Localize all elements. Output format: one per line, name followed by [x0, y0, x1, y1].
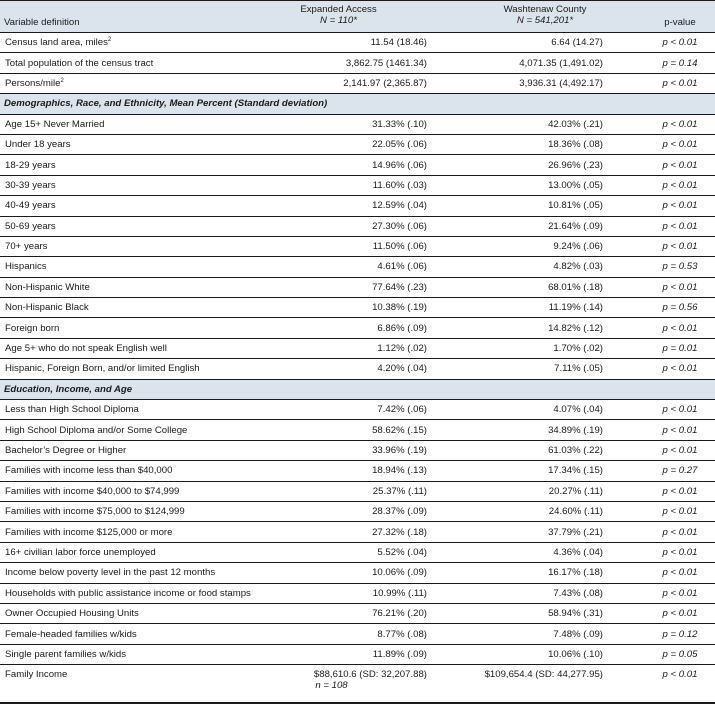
variable-label-text: 70+ years: [5, 241, 48, 253]
table-row: [0, 359, 715, 379]
header-washtenaw-county: [445, 1, 645, 33]
table-row: [0, 155, 715, 175]
variable-label: [0, 440, 232, 460]
expanded-access-value: [232, 134, 445, 154]
expanded-access-value-text: 25.37% (.11): [372, 485, 427, 497]
p-value: p < 0.01: [662, 139, 698, 151]
table-row: [0, 196, 715, 216]
washtenaw-value: 6.64 (14.27): [551, 37, 603, 49]
expanded-access-value: [232, 501, 445, 521]
table-row: [0, 338, 715, 358]
variable-label-text: Families with income $40,000 to $74,999: [5, 485, 180, 497]
section-header-row: [0, 379, 715, 399]
washtenaw-value: 61.03% (.22): [548, 445, 603, 456]
expanded-access-value: [232, 522, 445, 542]
table-row: [0, 665, 715, 703]
table-row: [0, 644, 715, 664]
p-value: p < 0.01: [662, 587, 698, 599]
expanded-access-value-text: 11.89% (.09): [372, 648, 427, 660]
section-header-row: [0, 94, 715, 114]
variable-label-text: Families with income $125,000 or more: [5, 526, 173, 538]
variable-label-text: Less than High School Diploma: [5, 404, 139, 416]
washtenaw-value: 37.79% (.21): [548, 526, 603, 538]
table-row: [0, 481, 715, 501]
washtenaw-value: 68.01% (.18): [548, 281, 603, 293]
expanded-access-value: [232, 461, 445, 481]
header-washtenaw-n: N = 541,201*: [516, 15, 574, 26]
expanded-access-value: [232, 298, 445, 318]
expanded-access-value: [232, 53, 445, 73]
expanded-access-value: [232, 236, 445, 256]
expanded-access-value: [232, 440, 445, 460]
header-washtenaw-title: Washtenaw County: [503, 4, 587, 15]
table-row: [0, 603, 715, 623]
p-value: p < 0.01: [662, 159, 698, 171]
table-row: [0, 114, 715, 134]
p-value: p < 0.01: [662, 485, 698, 497]
expanded-access-value-text: $88,610.6 (SD: 32,207.88): [313, 669, 427, 681]
expanded-access-value: [232, 114, 445, 134]
header-expanded-access: [232, 1, 445, 33]
washtenaw-value: 58.94% (.31): [548, 608, 603, 620]
expanded-access-value: [232, 583, 445, 603]
variable-label-text: Non-Hispanic Black: [5, 302, 89, 314]
washtenaw-value: 17.34% (.15): [548, 465, 603, 477]
variable-label: [0, 542, 232, 562]
variable-label: [0, 33, 232, 53]
expanded-access-value-text: 8.77% (.08): [377, 628, 427, 640]
expanded-access-value: [232, 277, 445, 297]
variable-label-text: Income below poverty level in the past 12 months: [5, 567, 216, 579]
table-row: [0, 624, 715, 644]
table-header-row: [0, 1, 715, 33]
variable-label-text: Persons/mile: [5, 78, 61, 90]
variable-label: [0, 461, 232, 481]
variable-label: [0, 522, 232, 542]
variable-label-text: Female-headed families w/kids: [5, 628, 137, 640]
variable-label: [0, 155, 232, 175]
washtenaw-value: 9.24% (.06): [553, 241, 603, 253]
variable-label: [0, 338, 232, 358]
table-row: [0, 216, 715, 236]
expanded-access-value-text: 18.94% (.13): [372, 465, 427, 477]
expanded-access-value: [232, 33, 445, 53]
p-value: p < 0.01: [662, 506, 698, 518]
p-value: p < 0.01: [662, 669, 698, 681]
washtenaw-value: 20.27% (.11): [548, 485, 603, 497]
expanded-access-value: [232, 400, 445, 420]
variable-label: [0, 53, 232, 73]
variable-label: [0, 196, 232, 216]
table-row: [0, 501, 715, 521]
variable-label: [0, 175, 232, 195]
table-row: [0, 400, 715, 420]
variable-label: [0, 501, 232, 521]
p-value: p < 0.01: [662, 220, 698, 232]
section-header: Demographics, Race, and Ethnicity, Mean Percent (Standard deviation): [4, 98, 328, 110]
table-row: [0, 53, 715, 73]
washtenaw-value: 7.43% (.08): [553, 587, 603, 599]
expanded-access-value: [232, 155, 445, 175]
expanded-access-value-text: 10.38% (.19): [372, 302, 427, 314]
table-row: [0, 175, 715, 195]
variable-label: [0, 481, 232, 501]
variable-label-text: Total population of the census tract: [5, 57, 154, 69]
p-value: p < 0.01: [662, 37, 698, 49]
expanded-access-value-text: 11.60% (.03): [372, 179, 427, 191]
expanded-access-value-text: 27.30% (.06): [372, 220, 427, 232]
p-value: p < 0.01: [662, 200, 698, 212]
variable-label-text: Bachelor’s Degree or Higher: [5, 445, 127, 456]
expanded-access-value-text: 10.06% (.09): [372, 567, 427, 579]
p-value: p = 0.56: [662, 302, 698, 314]
expanded-access-value: [232, 420, 445, 440]
washtenaw-value: 42.03% (.21): [548, 118, 603, 130]
p-value: p < 0.01: [662, 424, 698, 436]
variable-label: [0, 277, 232, 297]
variable-label: [0, 359, 232, 379]
washtenaw-value: 14.82% (.12): [548, 322, 603, 334]
expanded-access-value-text: 5.52% (.04): [377, 546, 427, 558]
expanded-access-value-text: 77.64% (.23): [372, 281, 427, 293]
p-value: p < 0.01: [662, 281, 698, 293]
variable-label-text: High School Diploma and/or Some College: [5, 424, 188, 436]
variable-label: [0, 624, 232, 644]
washtenaw-value: 16.17% (.18): [548, 567, 603, 579]
header-p-value: p-value: [664, 17, 696, 28]
header-variable-definition: Variable definition: [4, 17, 80, 28]
washtenaw-value: 10.81% (.05): [548, 200, 603, 212]
p-value: p < 0.01: [662, 546, 698, 558]
table-row: [0, 318, 715, 338]
washtenaw-value: 3,936.31 (4,492.17): [519, 77, 603, 89]
expanded-access-value-text: 31.33% (.10): [372, 118, 427, 130]
expanded-access-value-text: 33.96% (.19): [372, 445, 427, 456]
washtenaw-value: 18.36% (.08): [548, 139, 603, 151]
variable-label-text: Family Income: [5, 669, 68, 681]
variable-label-text: Age 15+ Never Married: [5, 118, 105, 130]
expanded-access-value: [232, 603, 445, 623]
variable-label-text: Census land area, miles: [5, 37, 108, 49]
table-row: [0, 440, 715, 460]
washtenaw-value: 21.64% (.09): [548, 220, 603, 232]
washtenaw-value: 4.36% (.04): [553, 546, 603, 558]
p-value: p < 0.01: [662, 445, 698, 456]
expanded-access-value: [232, 481, 445, 501]
table-body: [0, 33, 715, 703]
section-header: Education, Income, and Age: [4, 383, 133, 395]
variable-label: [0, 114, 232, 134]
table-row: [0, 522, 715, 542]
table-row: [0, 542, 715, 562]
expanded-access-value-text: 1.12% (.02): [377, 343, 427, 355]
variable-label: [0, 236, 232, 256]
table-row: [0, 563, 715, 583]
expanded-access-value: [232, 624, 445, 644]
expanded-access-value-text: 4.20% (.04): [377, 363, 427, 375]
washtenaw-value: 13.00% (.05): [548, 179, 603, 191]
washtenaw-value: 7.48% (.09): [553, 628, 603, 640]
expanded-access-value: [232, 73, 445, 93]
variable-label: [0, 563, 232, 583]
expanded-access-value: [232, 196, 445, 216]
washtenaw-value: 26.96% (.23): [548, 159, 603, 171]
p-value: p < 0.01: [662, 322, 698, 334]
variable-label: [0, 420, 232, 440]
p-value: p < 0.01: [662, 363, 698, 375]
expanded-access-value-text: 76.21% (.20): [372, 608, 427, 620]
p-value: p < 0.01: [662, 179, 698, 191]
variable-label: [0, 400, 232, 420]
variable-label-text: Families with income $75,000 to $124,999: [5, 506, 185, 518]
variable-label-text: 50-69 years: [5, 220, 56, 232]
variable-label-text: Hispanic, Foreign Born, and/or limited English: [5, 363, 200, 375]
washtenaw-value: 4.07% (.04): [553, 404, 603, 416]
variable-label-text: 18-29 years: [5, 159, 56, 171]
p-value: p = 0.27: [662, 465, 698, 477]
p-value: p = 0.14: [662, 57, 698, 69]
table-row: [0, 583, 715, 603]
variable-label: [0, 257, 232, 277]
expanded-access-value-text: 27.32% (.18): [372, 526, 427, 538]
expanded-access-value-text: 3,862.75 (1461.34): [345, 57, 427, 69]
table-row: [0, 236, 715, 256]
table-row: [0, 33, 715, 53]
expanded-access-value-text: 11.50% (.06): [372, 241, 427, 253]
variable-label: [0, 665, 232, 703]
variable-label-text: Non-Hispanic White: [5, 281, 90, 293]
p-value: p < 0.01: [662, 608, 698, 620]
table-row: [0, 134, 715, 154]
expanded-access-value-text: 22.05% (.06): [372, 139, 427, 151]
p-value: p = 0.05: [662, 648, 698, 660]
variable-label-text: 30-39 years: [5, 179, 56, 191]
expanded-access-value: [232, 216, 445, 236]
p-value: p < 0.01: [662, 241, 698, 253]
washtenaw-value: 4,071.35 (1,491.02): [519, 57, 603, 69]
variable-label: [0, 644, 232, 664]
variable-label-text: 40-49 years: [5, 200, 56, 212]
variable-label-text: 16+ civilian labor force unemployed: [5, 546, 156, 558]
washtenaw-value: 24.60% (.11): [548, 506, 603, 518]
expanded-access-value-text: 7.42% (.06): [377, 404, 427, 416]
expanded-access-value: [232, 359, 445, 379]
table-row: [0, 73, 715, 93]
header-expanded-access-title: Expanded Access: [300, 4, 377, 15]
superscript: 2: [107, 37, 112, 44]
table-row: [0, 257, 715, 277]
table-row: [0, 461, 715, 481]
variable-label-text: Hispanics: [5, 261, 47, 273]
variable-label: [0, 603, 232, 623]
expanded-access-value-text: 11.54 (18.46): [370, 37, 427, 49]
expanded-access-value-text: 6.86% (.09): [377, 322, 427, 334]
table-row: [0, 277, 715, 297]
variable-label-text: Households with public assistance income or food stamps: [5, 587, 251, 599]
p-value: p = 0.12: [662, 628, 698, 640]
expanded-access-value: [232, 318, 445, 338]
expanded-access-value-text: 58.62% (.15): [372, 424, 427, 436]
variable-label-text: Owner Occupied Housing Units: [5, 608, 139, 620]
variable-label-text: Families with income less than $40,000: [5, 465, 173, 477]
p-value: p < 0.01: [662, 118, 698, 130]
expanded-access-value-text: 28.37% (.09): [372, 506, 427, 518]
variable-label-text: Single parent families w/kids: [5, 648, 127, 660]
variable-label: [0, 134, 232, 154]
p-value: p < 0.01: [662, 567, 698, 579]
header-expanded-access-n: N = 110*: [320, 15, 357, 26]
variable-label: [0, 318, 232, 338]
p-value: p < 0.01: [662, 526, 698, 538]
variable-label: [0, 298, 232, 318]
variable-label-text: Foreign born: [5, 322, 60, 334]
variable-label-text: Age 5+ who do not speak English well: [5, 343, 167, 355]
washtenaw-value: 4.82% (.03): [553, 261, 603, 273]
p-value: p = 0.01: [662, 343, 698, 355]
expanded-access-value: [232, 665, 445, 703]
variable-label: [0, 583, 251, 603]
expanded-access-value-text: 2,141.97 (2,365.87): [343, 77, 427, 89]
table-row: [0, 420, 715, 440]
superscript: 2: [60, 77, 64, 84]
expanded-access-value-text: 10.99% (.11): [372, 587, 427, 599]
expanded-access-value: [232, 542, 445, 562]
expanded-access-value: [232, 563, 445, 583]
washtenaw-value: 7.11% (.05): [554, 363, 603, 375]
expanded-access-value-text: 14.96% (.06): [372, 159, 427, 171]
p-value: p < 0.01: [662, 77, 698, 89]
p-value: p < 0.01: [662, 404, 698, 416]
washtenaw-value: 34.89% (.19): [548, 424, 603, 436]
variable-label-text: Under 18 years: [5, 139, 71, 151]
washtenaw-value: 10.06% (.10): [548, 648, 603, 660]
expanded-access-value: [232, 338, 445, 358]
expanded-access-value: [232, 644, 445, 664]
p-value: p = 0.53: [662, 261, 698, 273]
expanded-access-value: [232, 175, 445, 195]
expanded-access-value: [232, 257, 445, 277]
washtenaw-value: 1.70% (.02): [553, 343, 603, 355]
expanded-access-value-text: 4.61% (.06): [377, 261, 427, 273]
washtenaw-value: 11.19% (.14): [548, 302, 603, 314]
sample-size-note: n = 108: [315, 680, 348, 692]
expanded-access-value-text: 12.59% (.04): [372, 200, 427, 212]
variable-label: [0, 216, 232, 236]
variable-label: [0, 73, 232, 93]
washtenaw-value: $109,654.4 (SD: 44,277.95): [484, 669, 603, 681]
table-row: [0, 298, 715, 318]
